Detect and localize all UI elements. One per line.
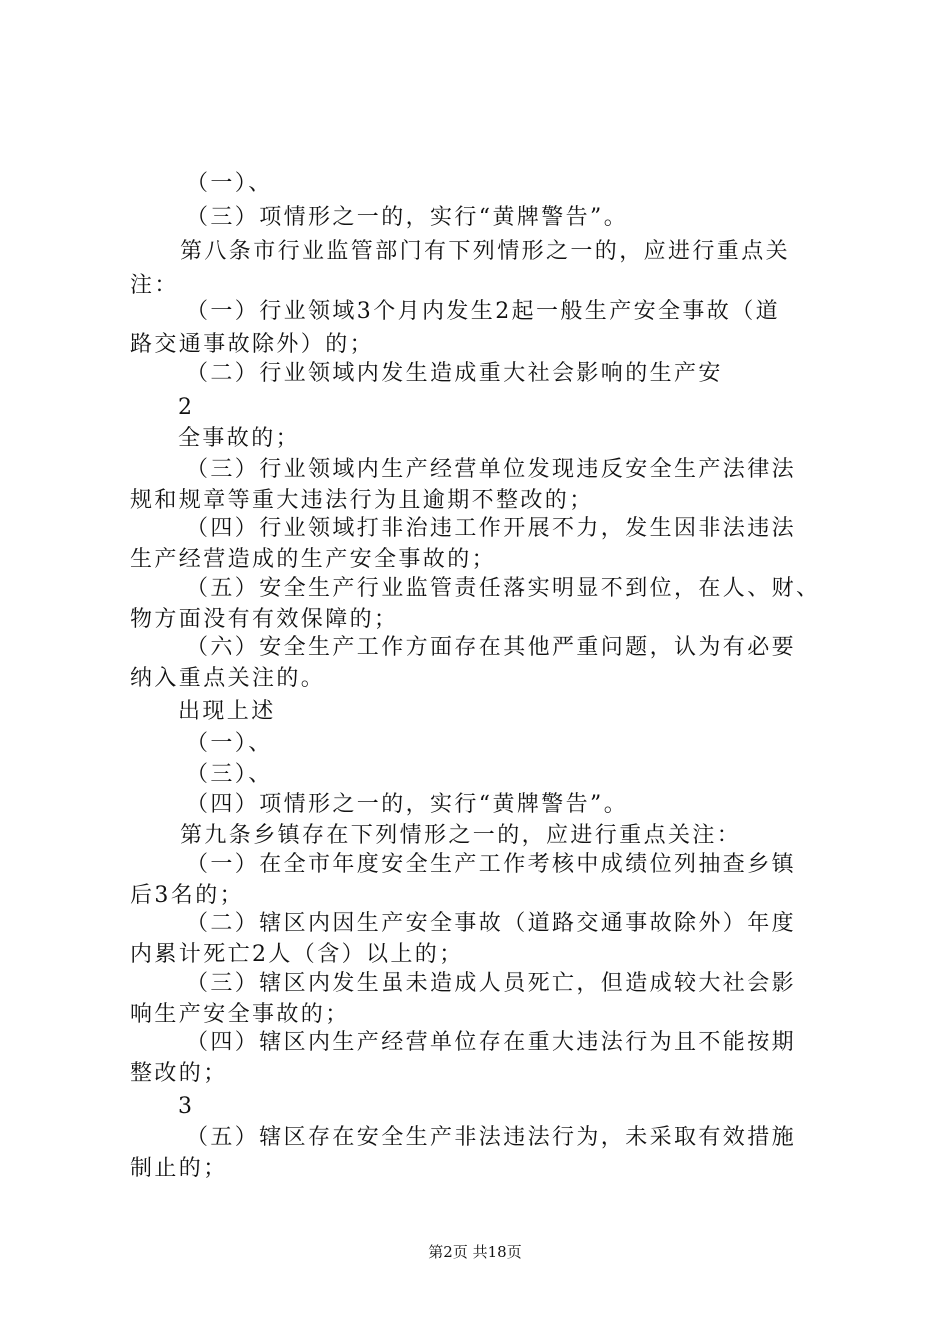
text-line: 全事故的； bbox=[178, 426, 301, 451]
page-number-inline: 2 bbox=[178, 395, 195, 420]
text-line: 物方面没有有效保障的； bbox=[130, 607, 399, 632]
text-line: 生产经营造成的生产安全事故的； bbox=[130, 547, 497, 572]
text-line: 响生产安全事故的； bbox=[130, 1002, 350, 1027]
text-line: （二）行业领域内发生造成重大社会影响的生产安 bbox=[186, 361, 723, 386]
text-line: （五）辖区存在安全生产非法违法行为，未采取有效措施 bbox=[186, 1125, 797, 1150]
text-line: 后3名的； bbox=[130, 883, 244, 908]
text-line: （四）辖区内生产经营单位存在重大违法行为且不能按期 bbox=[186, 1030, 797, 1055]
text-line: 整改的； bbox=[130, 1061, 228, 1086]
text-line: （五）安全生产行业监管责任落实明显不到位，在人、财、 bbox=[186, 576, 821, 601]
text-line: 制止的； bbox=[130, 1156, 228, 1181]
page-footer: 第2页 共18页 bbox=[428, 1243, 522, 1261]
text-line: （一）、 bbox=[186, 171, 273, 196]
text-line: （三）、 bbox=[186, 762, 273, 787]
article-heading: 第九条乡镇存在下列情形之一的，应进行重点关注： bbox=[180, 823, 742, 848]
text-line: （四）项情形之一的，实行“黄牌警告”。 bbox=[186, 792, 629, 817]
text-line: 注： bbox=[130, 273, 179, 298]
text-line: （一）行业领域3个月内发生2起一般生产安全事故（道 bbox=[186, 299, 780, 324]
text-line: （四）行业领域打非治违工作开展不力，发生因非法违法 bbox=[186, 516, 797, 541]
text-line: 内累计死亡2人（含）以上的； bbox=[130, 942, 464, 967]
text-line: 路交通事故除外）的； bbox=[130, 332, 375, 357]
text-line: （三）行业领域内生产经营单位发现违反安全生产法律法 bbox=[186, 457, 797, 482]
text-line: （一）、 bbox=[186, 731, 273, 756]
text-line: （二）辖区内因生产安全事故（道路交通事故除外）年度 bbox=[186, 911, 797, 936]
article-heading: 第八条市行业监管部门有下列情形之一的，应进行重点关 bbox=[180, 239, 791, 264]
text-line: （一）在全市年度安全生产工作考核中成绩位列抽查乡镇 bbox=[186, 852, 797, 877]
text-line: 规和规章等重大违法行为且逾期不整改的； bbox=[130, 488, 594, 513]
text-line: 出现上述 bbox=[178, 699, 276, 724]
text-line: （六）安全生产工作方面存在其他严重问题，认为有必要 bbox=[186, 635, 797, 660]
text-line: （三）项情形之一的，实行“黄牌警告”。 bbox=[186, 205, 629, 230]
text-line: （三）辖区内发生虽未造成人员死亡，但造成较大社会影 bbox=[186, 971, 797, 996]
text-line: 纳入重点关注的。 bbox=[130, 666, 326, 691]
page-number-inline: 3 bbox=[178, 1094, 195, 1119]
